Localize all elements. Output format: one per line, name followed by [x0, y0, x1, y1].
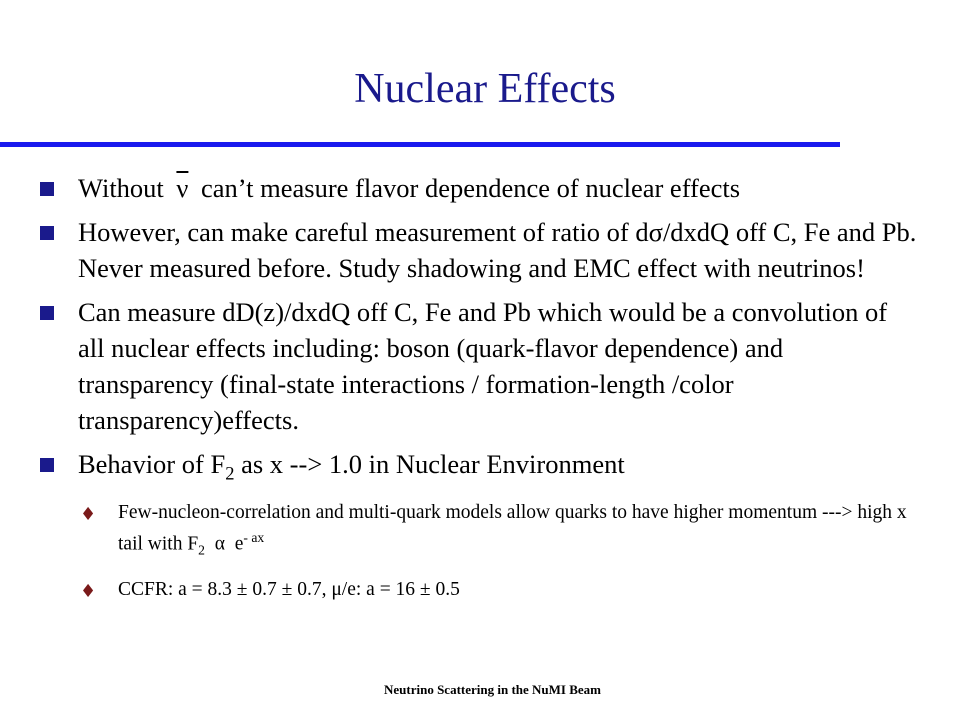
square-bullet-icon — [40, 458, 54, 472]
bullet-text: /dxdQ off C, Fe and Pb. Never measured before. Study shadowing and EMC effect with neutrinos! — [78, 217, 917, 283]
sub-bullet-item — [40, 577, 920, 602]
alpha-symbol: α — [214, 533, 225, 555]
sigma-symbol: σ — [648, 217, 663, 247]
sub-bullet-item — [40, 500, 920, 562]
square-bullet-icon — [40, 182, 54, 196]
slide-title: Nuclear Effects — [354, 66, 616, 112]
square-bullet-icon — [40, 226, 54, 240]
bullet-item — [40, 446, 920, 492]
subscript: 2 — [225, 463, 235, 485]
subscript: 2 — [198, 542, 205, 558]
nu-bar-symbol: $\overline{\nu}$ — [176, 173, 189, 203]
title-underline — [0, 142, 840, 147]
bullet-text: as x --> 1.0 in Nuclear Environment — [234, 449, 625, 479]
exp-base: e — [234, 533, 244, 555]
sub-bullet-text: CCFR: a = 8.3 ± 0.7 ± 0.7, μ/e: a = 16 ± 0.5 — [118, 578, 460, 600]
superscript: - ax — [243, 530, 265, 546]
diamond-bullet-icon: ♦ — [80, 580, 97, 602]
bullet-item — [40, 170, 920, 206]
bullet-text: Behavior of F — [78, 449, 226, 479]
bullet-item — [40, 294, 920, 438]
sub-bullet-text: Few-nucleon-correlation and multi-quark models allow quarks to have higher momentum ---> high x tail with F — [118, 502, 907, 555]
diamond-bullet-icon: ♦ — [80, 504, 97, 526]
bullet-list — [40, 170, 920, 616]
slide-footer: Neutrino Scattering in the NuMI Beam — [383, 682, 601, 697]
bullet-text: can’t measure flavor dependence of nuclear effects — [201, 173, 741, 203]
bullet-item — [40, 214, 920, 286]
bullet-text: Without — [78, 173, 164, 203]
bullet-text: Can measure dD(z)/dxdQ off C, Fe and Pb which would be a convolution of all nuclear effects including: boson (quark-flavor dependence) and transparency (final-state interactions / formation-length /color transparency)effects. — [78, 297, 888, 435]
square-bullet-icon — [40, 306, 54, 320]
bullet-text: However, can make careful measurement of ratio of d — [78, 217, 649, 247]
